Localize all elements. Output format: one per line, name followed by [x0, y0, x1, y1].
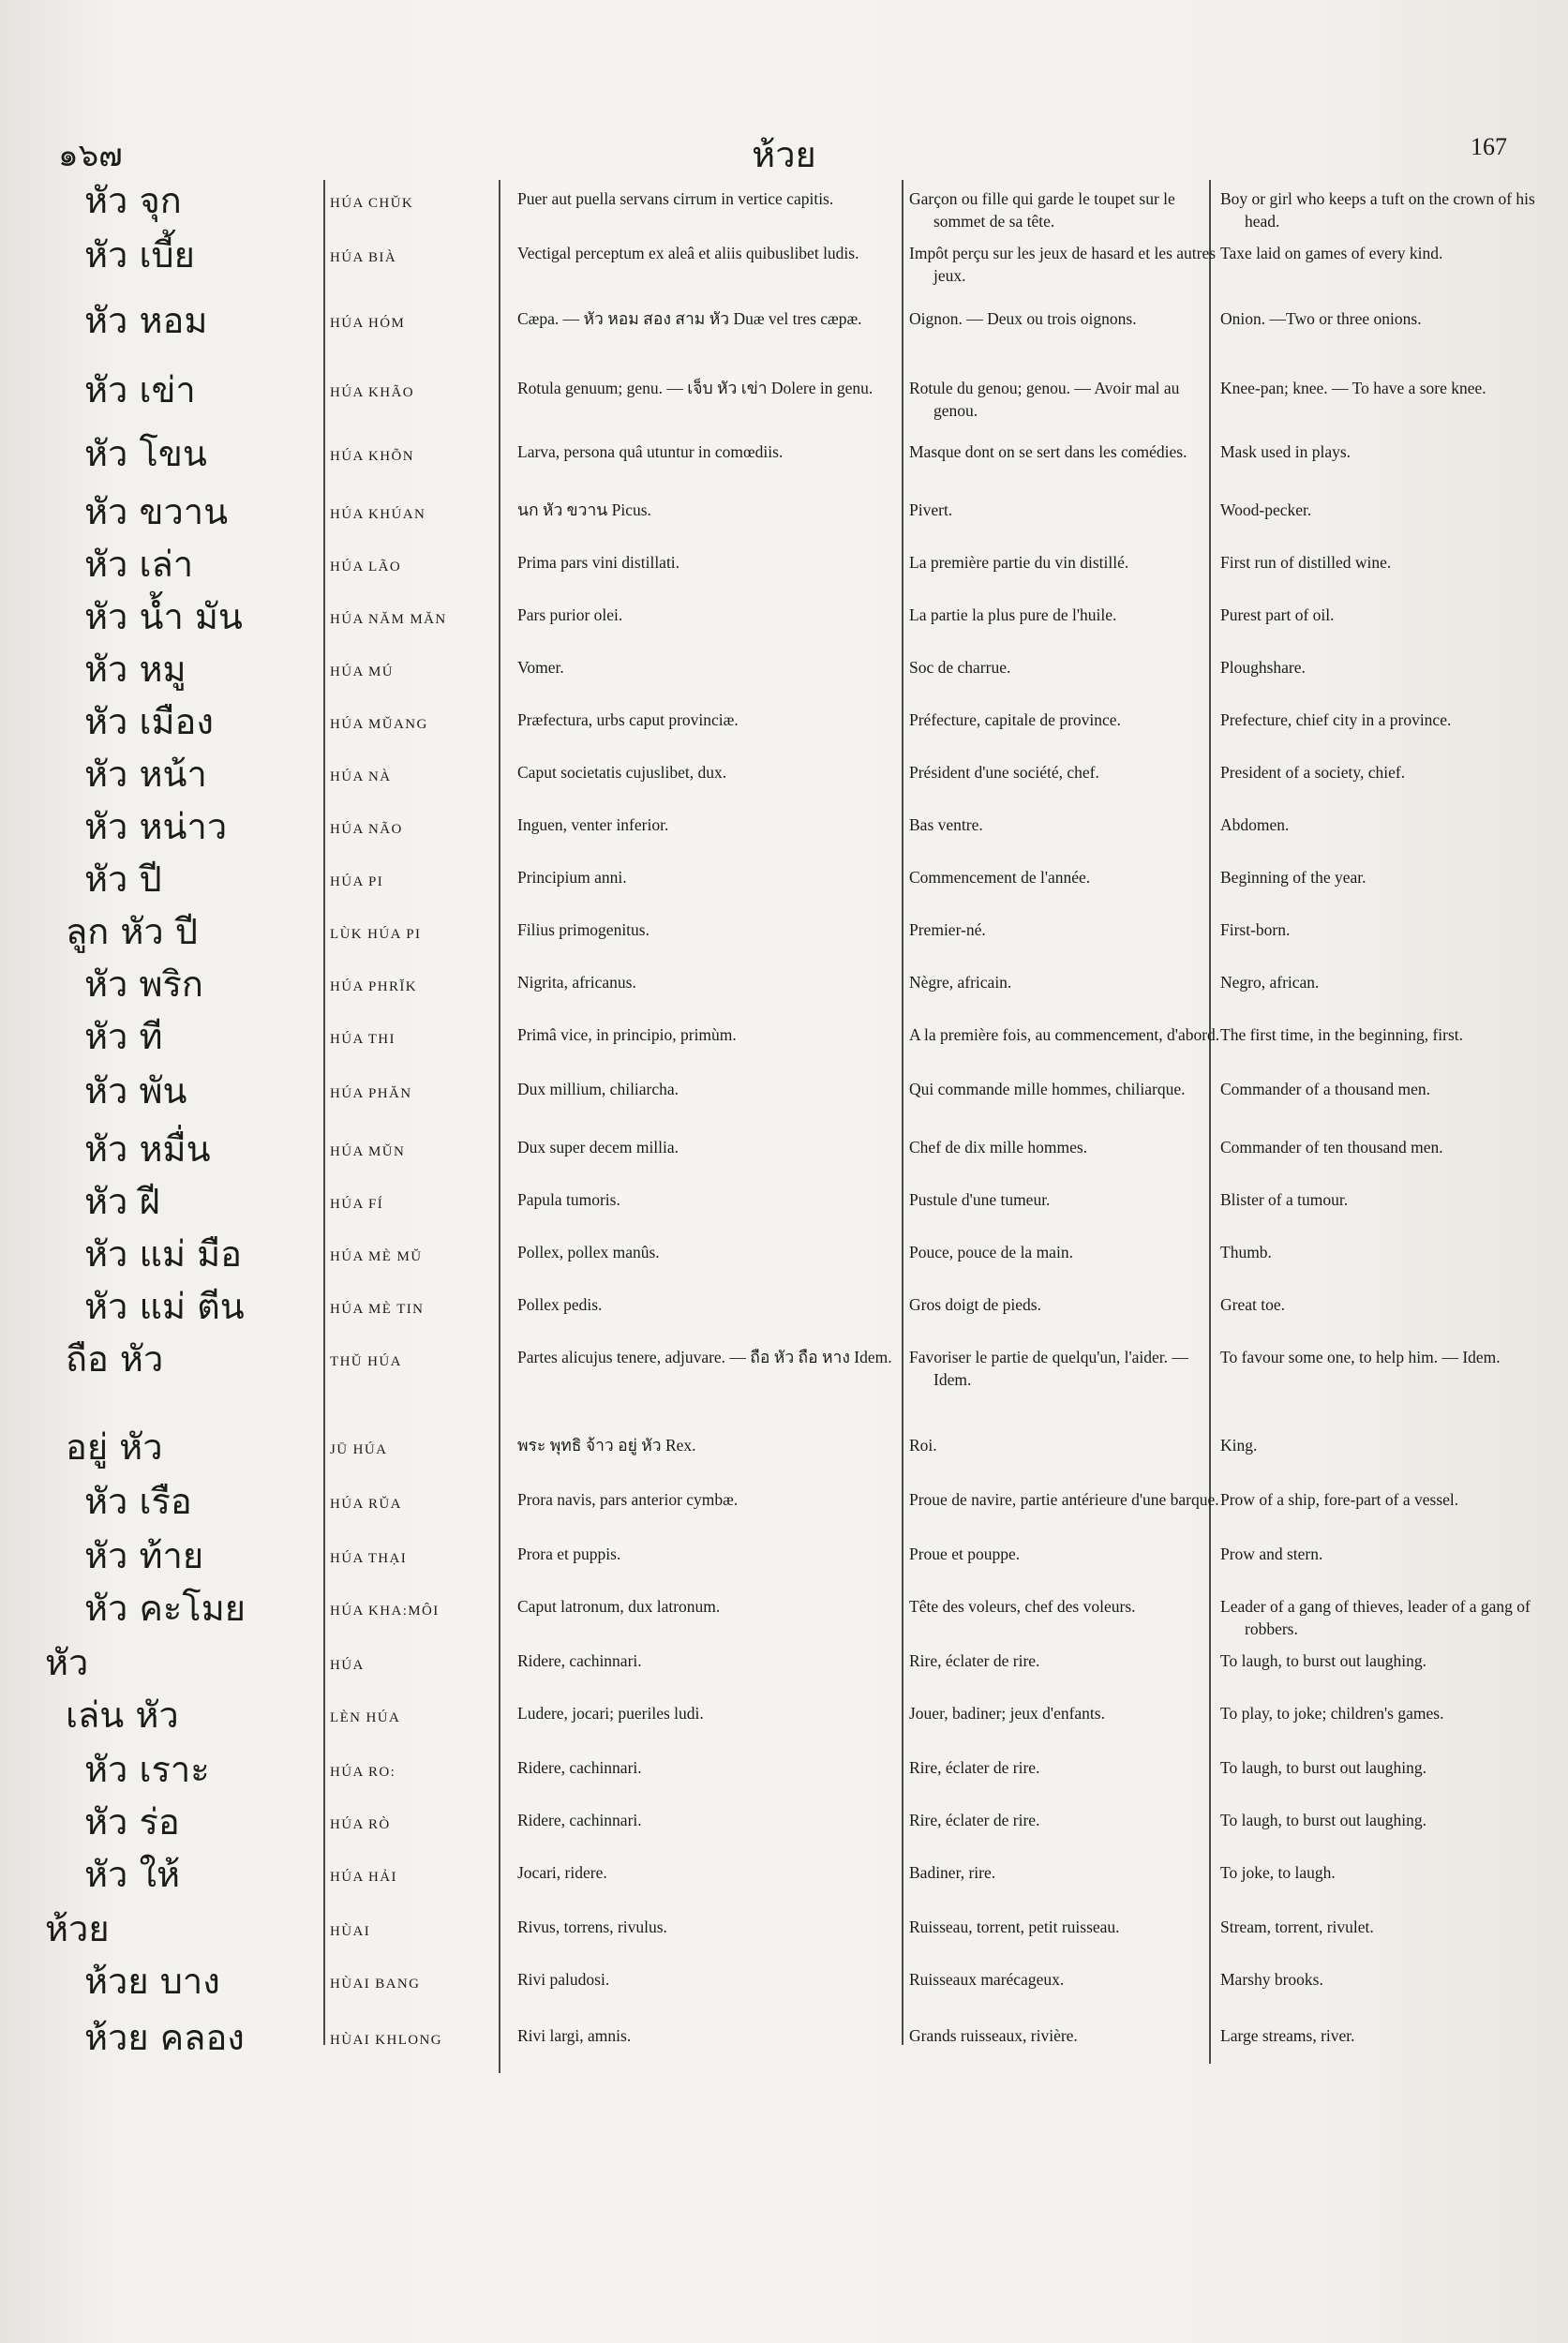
- english-definition: To joke, to laugh.: [1220, 1863, 1336, 1882]
- romanization: HÚA THI: [330, 1032, 396, 1047]
- romanization: HÙAI BANG: [330, 1977, 421, 1992]
- latin-definition: Puer aut puella servans cirrum in vertice capitis.: [517, 189, 834, 208]
- thai-headword: ลูก หัว ปี: [66, 911, 198, 952]
- thai-headword: หัว หมื่น: [84, 1128, 211, 1170]
- latin-definition: Filius primogenitus.: [517, 920, 650, 939]
- thai-headword: หัว ฝี: [84, 1181, 160, 1222]
- latin-definition: Primâ vice, in principio, primùm.: [517, 1025, 737, 1044]
- latin-definition: Rivus, torrens, rivulus.: [517, 1918, 667, 1936]
- latin-definition: Pars purior olei.: [517, 605, 623, 624]
- page-title: ห้วย: [752, 136, 816, 175]
- romanization: HÚA CHŬK: [330, 196, 414, 211]
- thai-headword: หัว น้ำ มัน: [84, 596, 243, 637]
- romanization: LÙK HÚA PI: [330, 927, 422, 942]
- romanization: HÚA LÃO: [330, 560, 402, 575]
- romanization: HÚA MÈ MŬ: [330, 1249, 423, 1264]
- french-definition: Bas ventre.: [909, 815, 983, 834]
- thai-headword: หัว จุก: [84, 180, 182, 221]
- romanization: HÚA KHA:MÔI: [330, 1604, 440, 1619]
- french-definition: Impôt perçu sur les jeux de hasard et les autres jeux.: [909, 244, 1217, 285]
- french-definition: Roi.: [909, 1436, 937, 1455]
- latin-definition: Pollex pedis.: [517, 1295, 603, 1314]
- thai-headword: หัว ท้าย: [84, 1535, 204, 1576]
- romanization: HÚA PHRĬK: [330, 979, 418, 994]
- english-definition: Purest part of oil.: [1220, 605, 1335, 624]
- english-definition: Large streams, river.: [1220, 2026, 1355, 2045]
- romanization: HÚA MÈ TIN: [330, 1302, 425, 1317]
- latin-definition: Pollex, pollex manûs.: [517, 1243, 660, 1261]
- latin-definition: Prora et puppis.: [517, 1545, 621, 1563]
- thai-headword: หัว พริก: [84, 963, 203, 1005]
- english-definition: Onion. —Two or three onions.: [1220, 309, 1422, 328]
- thai-headword: หัว ให้: [84, 1854, 181, 1895]
- french-definition: A la première fois, au commencement, d'abord.: [909, 1025, 1220, 1044]
- romanization: HÚA MÚ: [330, 664, 394, 679]
- latin-definition: Rotula genuum; genu. — เจ็บ หัว เข่า Dolere in genu.: [517, 379, 874, 397]
- french-definition: Masque dont on se sert dans les comédies.: [909, 442, 1187, 461]
- english-definition: Great toe.: [1220, 1295, 1285, 1314]
- english-definition: First-born.: [1220, 920, 1291, 939]
- romanization: HÚA PI: [330, 874, 384, 889]
- romanization: THŬ HÚA: [330, 1354, 402, 1369]
- latin-definition: Caput societatis cujuslibet, dux.: [517, 763, 727, 782]
- romanization: HÚA HẢI: [330, 1870, 397, 1885]
- romanization: HÚA RO:: [330, 1765, 396, 1780]
- thai-headword: หัว หอม: [84, 300, 208, 341]
- latin-definition: Dux millium, chiliarcha.: [517, 1080, 679, 1098]
- latin-definition: Prima pars vini distillati.: [517, 553, 680, 572]
- page-number-thai: ๑๖๗: [58, 139, 123, 173]
- romanization: HÚA BIÀ: [330, 250, 397, 265]
- french-definition: Pivert.: [909, 500, 953, 519]
- romanization: HÚA: [330, 1658, 365, 1673]
- latin-definition: Dux super decem millia.: [517, 1138, 679, 1157]
- english-definition: Mask used in plays.: [1220, 442, 1351, 461]
- column-divider: [499, 180, 500, 2073]
- latin-definition: Larva, persona quâ utuntur in comœdiis.: [517, 442, 784, 461]
- latin-definition: Principium anni.: [517, 868, 627, 887]
- romanization: HÚA KHÕN: [330, 449, 414, 464]
- thai-headword: หัว เบี้ย: [84, 234, 195, 276]
- english-definition: Commander of a thousand men.: [1220, 1080, 1431, 1098]
- thai-headword: หัว ขวาน: [84, 491, 229, 532]
- french-definition: Qui commande mille hommes, chiliarque.: [909, 1080, 1186, 1098]
- thai-headword: หัว เรือ: [84, 1481, 192, 1522]
- latin-definition: Vectigal perceptum ex aleâ et aliis quibuslibet ludis.: [517, 244, 859, 262]
- thai-headword: หัว แม่ มือ: [84, 1233, 242, 1275]
- english-definition: The first time, in the beginning, first.: [1220, 1025, 1464, 1044]
- romanization: HÚA KHÚAN: [330, 507, 426, 522]
- thai-headword: หัว เล่า: [84, 544, 194, 585]
- latin-definition: Præfectura, urbs caput provinciæ.: [517, 710, 739, 729]
- french-definition: Tête des voleurs, chef des voleurs.: [909, 1597, 1136, 1616]
- english-definition: Stream, torrent, rivulet.: [1220, 1918, 1374, 1936]
- french-definition: La partie la plus pure de l'huile.: [909, 605, 1117, 624]
- french-definition: Proue et pouppe.: [909, 1545, 1021, 1563]
- french-definition: Chef de dix mille hommes.: [909, 1138, 1088, 1157]
- french-definition: Badiner, rire.: [909, 1863, 996, 1882]
- french-definition: Favoriser le partie de quelqu'un, l'aider. — Idem.: [909, 1348, 1188, 1389]
- english-definition: Prefecture, chief city in a province.: [1220, 710, 1452, 729]
- french-definition: Rire, éclater de rire.: [909, 1811, 1040, 1829]
- english-definition: Knee-pan; knee. — To have a sore knee.: [1220, 379, 1486, 397]
- thai-headword: หัว ที: [84, 1016, 163, 1057]
- page-number: 167: [1471, 133, 1507, 160]
- english-definition: Ploughshare.: [1220, 658, 1306, 677]
- french-definition: Préfecture, capitale de province.: [909, 710, 1121, 729]
- latin-definition: Inguen, venter inferior.: [517, 815, 669, 834]
- latin-definition: Ridere, cachinnari.: [517, 1651, 642, 1670]
- latin-definition: Nigrita, africanus.: [517, 973, 636, 992]
- french-definition: Ruisseaux marécageux.: [909, 1970, 1065, 1989]
- romanization: HÚA RÒ: [330, 1817, 391, 1832]
- english-definition: Prow of a ship, fore-part of a vessel.: [1220, 1490, 1459, 1509]
- thai-headword: ห้วย คลอง: [84, 2017, 245, 2058]
- english-definition: To laugh, to burst out laughing.: [1220, 1651, 1426, 1670]
- romanization: JŪ HÚA: [330, 1442, 388, 1457]
- french-definition: Proue de navire, partie antérieure d'une barque.: [909, 1490, 1219, 1509]
- french-definition: Rire, éclater de rire.: [909, 1651, 1040, 1670]
- french-definition: Nègre, africain.: [909, 973, 1012, 992]
- thai-headword: หัว แม่ ตีน: [84, 1286, 245, 1327]
- latin-definition: พระ พุทธิ จ้าว อยู่ หัว Rex.: [517, 1436, 696, 1455]
- latin-definition: Ridere, cachinnari.: [517, 1758, 642, 1777]
- romanization: HÙAI KHLONG: [330, 2033, 442, 2048]
- latin-definition: Rivi largi, amnis.: [517, 2026, 632, 2045]
- french-definition: Soc de charrue.: [909, 658, 1011, 677]
- english-definition: President of a society, chief.: [1220, 763, 1406, 782]
- latin-definition: Vomer.: [517, 658, 564, 677]
- english-definition: To laugh, to burst out laughing.: [1220, 1758, 1426, 1777]
- thai-headword: หัว เราะ: [84, 1749, 210, 1790]
- french-definition: Ruisseau, torrent, petit ruisseau.: [909, 1918, 1120, 1936]
- thai-headword: ห้วย บาง: [84, 1961, 220, 2002]
- english-definition: Abdomen.: [1220, 815, 1290, 834]
- french-definition: Président d'une société, chef.: [909, 763, 1099, 782]
- french-definition: Gros doigt de pieds.: [909, 1295, 1041, 1314]
- english-definition: Beginning of the year.: [1220, 868, 1366, 887]
- french-definition: Grands ruisseaux, rivière.: [909, 2026, 1078, 2045]
- romanization: HÚA KHÃO: [330, 385, 414, 400]
- french-definition: Jouer, badiner; jeux d'enfants.: [909, 1704, 1105, 1723]
- english-definition: Leader of a gang of thieves, leader of a gang of robbers.: [1220, 1597, 1531, 1638]
- romanization: HÙAI: [330, 1924, 371, 1939]
- thai-headword: หัว ร่อ: [84, 1801, 180, 1843]
- latin-definition: Partes alicujus tenere, adjuvare. — ถือ หัว ถือ หาง Idem.: [517, 1348, 892, 1366]
- english-definition: Commander of ten thousand men.: [1220, 1138, 1443, 1157]
- romanization: HÚA NĂM MĂN: [330, 612, 447, 627]
- romanization: HÚA FÍ: [330, 1197, 384, 1212]
- english-definition: Negro, african.: [1220, 973, 1320, 992]
- latin-definition: Prora navis, pars anterior cymbæ.: [517, 1490, 739, 1509]
- thai-headword: หัว หน้า: [84, 754, 207, 795]
- english-definition: First run of distilled wine.: [1220, 553, 1392, 572]
- romanization: HÚA MŬN: [330, 1144, 406, 1159]
- latin-definition: Caput latronum, dux latronum.: [517, 1597, 721, 1616]
- thai-headword: หัว คะโมย: [84, 1588, 246, 1629]
- thai-headword: อยู่ หัว: [66, 1426, 163, 1468]
- english-definition: King.: [1220, 1436, 1258, 1455]
- thai-headword: เล่น หัว: [66, 1694, 179, 1736]
- thai-headword: หัว พัน: [84, 1070, 187, 1112]
- latin-definition: Cæpa. — หัว หอม สอง สาม หัว Duæ vel tres cæpæ.: [517, 309, 862, 328]
- thai-headword: ห้วย: [45, 1908, 110, 1949]
- latin-definition: Ridere, cachinnari.: [517, 1811, 642, 1829]
- french-definition: Premier-né.: [909, 920, 986, 939]
- thai-headword: ถือ หัว: [66, 1338, 164, 1380]
- english-definition: Thumb.: [1220, 1243, 1272, 1261]
- latin-definition: นก หัว ขวาน Picus.: [517, 500, 651, 519]
- french-definition: Commencement de l'année.: [909, 868, 1091, 887]
- english-definition: To laugh, to burst out laughing.: [1220, 1811, 1426, 1829]
- latin-definition: Ludere, jocari; pueriles ludi.: [517, 1704, 704, 1723]
- french-definition: La première partie du vin distillé.: [909, 553, 1129, 572]
- english-definition: Blister of a tumour.: [1220, 1190, 1349, 1209]
- romanization: LÈN HÚA: [330, 1710, 401, 1725]
- romanization: HÚA HÓM: [330, 316, 406, 331]
- english-definition: Prow and stern.: [1220, 1545, 1323, 1563]
- english-definition: To favour some one, to help him. — Idem.: [1220, 1348, 1501, 1366]
- thai-headword: หัว เมือง: [84, 701, 214, 742]
- english-definition: To play, to joke; children's games.: [1220, 1704, 1444, 1723]
- french-definition: Pustule d'une tumeur.: [909, 1190, 1051, 1209]
- romanization: HÚA NÃO: [330, 822, 403, 837]
- english-definition: Taxe laid on games of every kind.: [1220, 244, 1443, 262]
- thai-headword: หัว ปี: [84, 858, 162, 900]
- french-definition: Rotule du genou; genou. — Avoir mal au genou.: [909, 379, 1180, 420]
- french-definition: Garçon ou fille qui garde le toupet sur le sommet de sa tête.: [909, 189, 1175, 231]
- latin-definition: Papula tumoris.: [517, 1190, 620, 1209]
- romanization: HÚA MŬANG: [330, 717, 428, 732]
- latin-definition: Jocari, ridere.: [517, 1863, 607, 1882]
- thai-headword: หัว เข่า: [84, 369, 196, 410]
- thai-headword: หัว: [45, 1642, 89, 1683]
- english-definition: Marshy brooks.: [1220, 1970, 1323, 1989]
- thai-headword: หัว โขน: [84, 433, 207, 474]
- latin-definition: Rivi paludosi.: [517, 1970, 610, 1989]
- english-definition: Wood-pecker.: [1220, 500, 1312, 519]
- romanization: HÚA THẠI: [330, 1551, 408, 1566]
- romanization: HÚA NÀ: [330, 769, 392, 784]
- french-definition: Oignon. — Deux ou trois oignons.: [909, 309, 1137, 328]
- romanization: HÚA PHĂN: [330, 1086, 412, 1101]
- french-definition: Rire, éclater de rire.: [909, 1758, 1040, 1777]
- french-definition: Pouce, pouce de la main.: [909, 1243, 1073, 1261]
- thai-headword: หัว หน่าว: [84, 806, 228, 847]
- thai-headword: หัว หมู: [84, 649, 187, 690]
- english-definition: Boy or girl who keeps a tuft on the crown of his head.: [1220, 189, 1535, 231]
- romanization: HÚA RŬA: [330, 1497, 402, 1512]
